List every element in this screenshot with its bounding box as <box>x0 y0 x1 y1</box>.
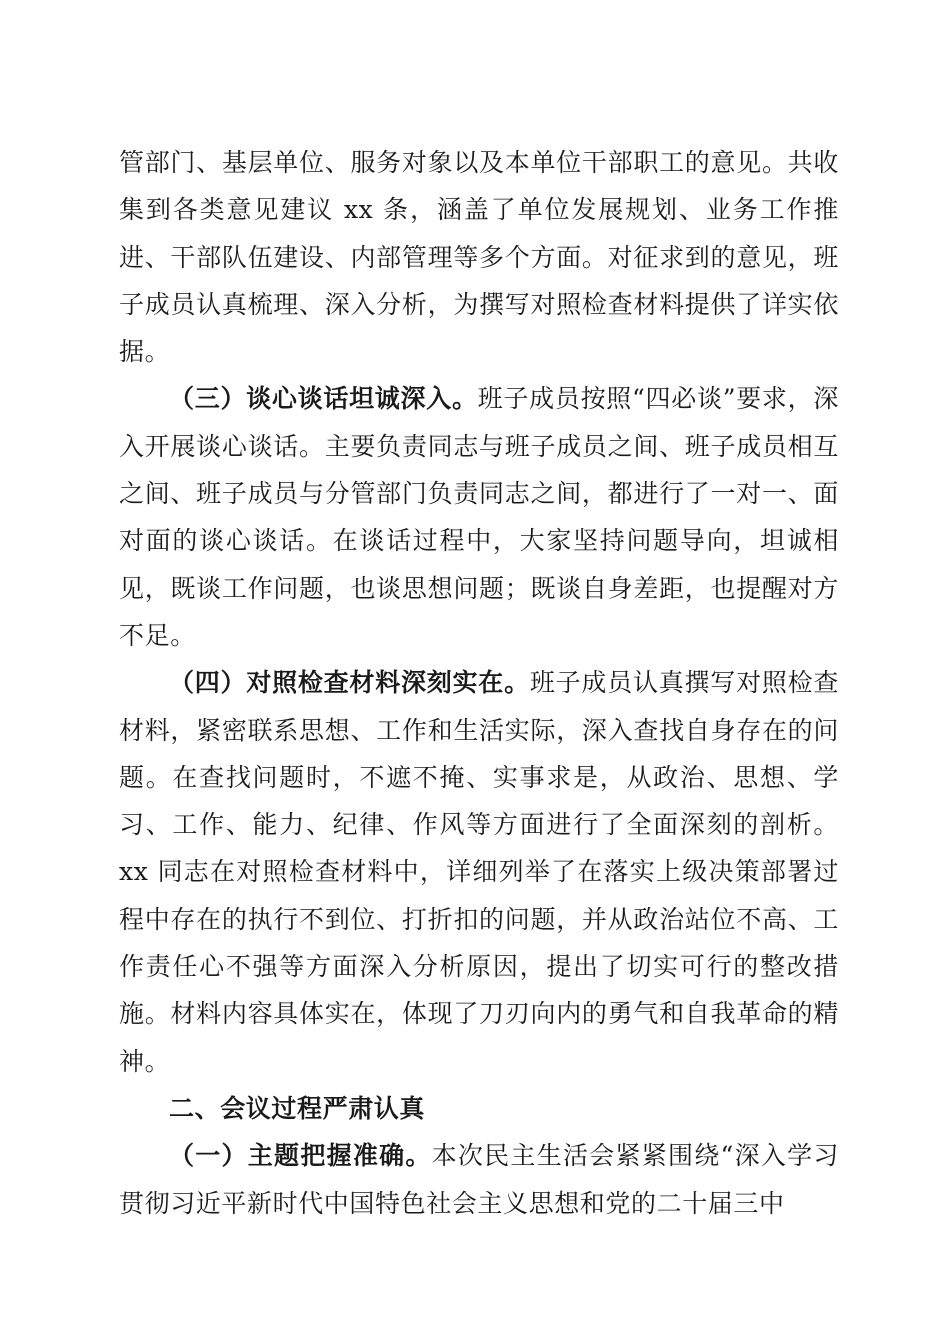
paragraph-text: 班子成员按照“四必谈”要求，深入开展谈心谈话。主要负责同志与班子成员之间、班子成员相互之间、班子成员与分管部门负责同志之间，都进行了一对一、面对面的谈心谈话。在谈话过程中，大家坚持问题导向，坦诚相见，既谈工作问题，也谈思想问题；既谈自身差距，也提醒对方不足。 <box>119 384 839 650</box>
paragraph-self-inspection-materials <box>119 659 839 1085</box>
section-heading: 二、会议过程严肃认真 <box>169 1093 426 1123</box>
paragraph-heart-to-heart-talks <box>119 375 839 659</box>
paragraph-text: 管部门、基层单位、服务对象以及本单位干部职工的意见。共收集到各类意见建议 xx 条，涵盖了单位发展规划、业务工作推进、干部队伍建设、内部管理等多个方面。对征求到的意见，班子成员认真梳理、深入分析，为撰写对照检查材料提供了详实依据。 <box>119 148 839 367</box>
paragraph-opinions-collected <box>119 139 839 375</box>
paragraph-lead: （一）主题把握准确。 <box>169 1141 432 1171</box>
paragraph-theme-grasp <box>119 1132 839 1227</box>
paragraph-lead: （四）对照检查材料深刻实在。 <box>169 668 530 698</box>
paragraph-lead: （三）谈心谈话坦诚深入。 <box>169 384 478 414</box>
paragraph-text: 本次民主生活会紧紧围绕“深入学习贯彻习近平新时代中国特色社会主义思想和党的二十届三中 <box>119 1141 839 1218</box>
paragraph-text: 班子成员认真撰写对照检查材料，紧密联系思想、工作和生活实际，深入查找自身存在的问题。在查找问题时，不遮不掩、实事求是，从政治、思想、学习、工作、能力、纪律、作风等方面进行了全面深刻的剖析。xx 同志在对照检查材料中，详细列举了在落实上级决策部署过程中存在的执行不到位、打折扣的问题，并从政治站位不高、工作责任心不强等方面深入分析原因，提出了切实可行的整改措施。材料内容具体实在，体现了刀刃向内的勇气和自我革命的精神。 <box>119 668 840 1076</box>
document-body <box>119 139 839 1227</box>
